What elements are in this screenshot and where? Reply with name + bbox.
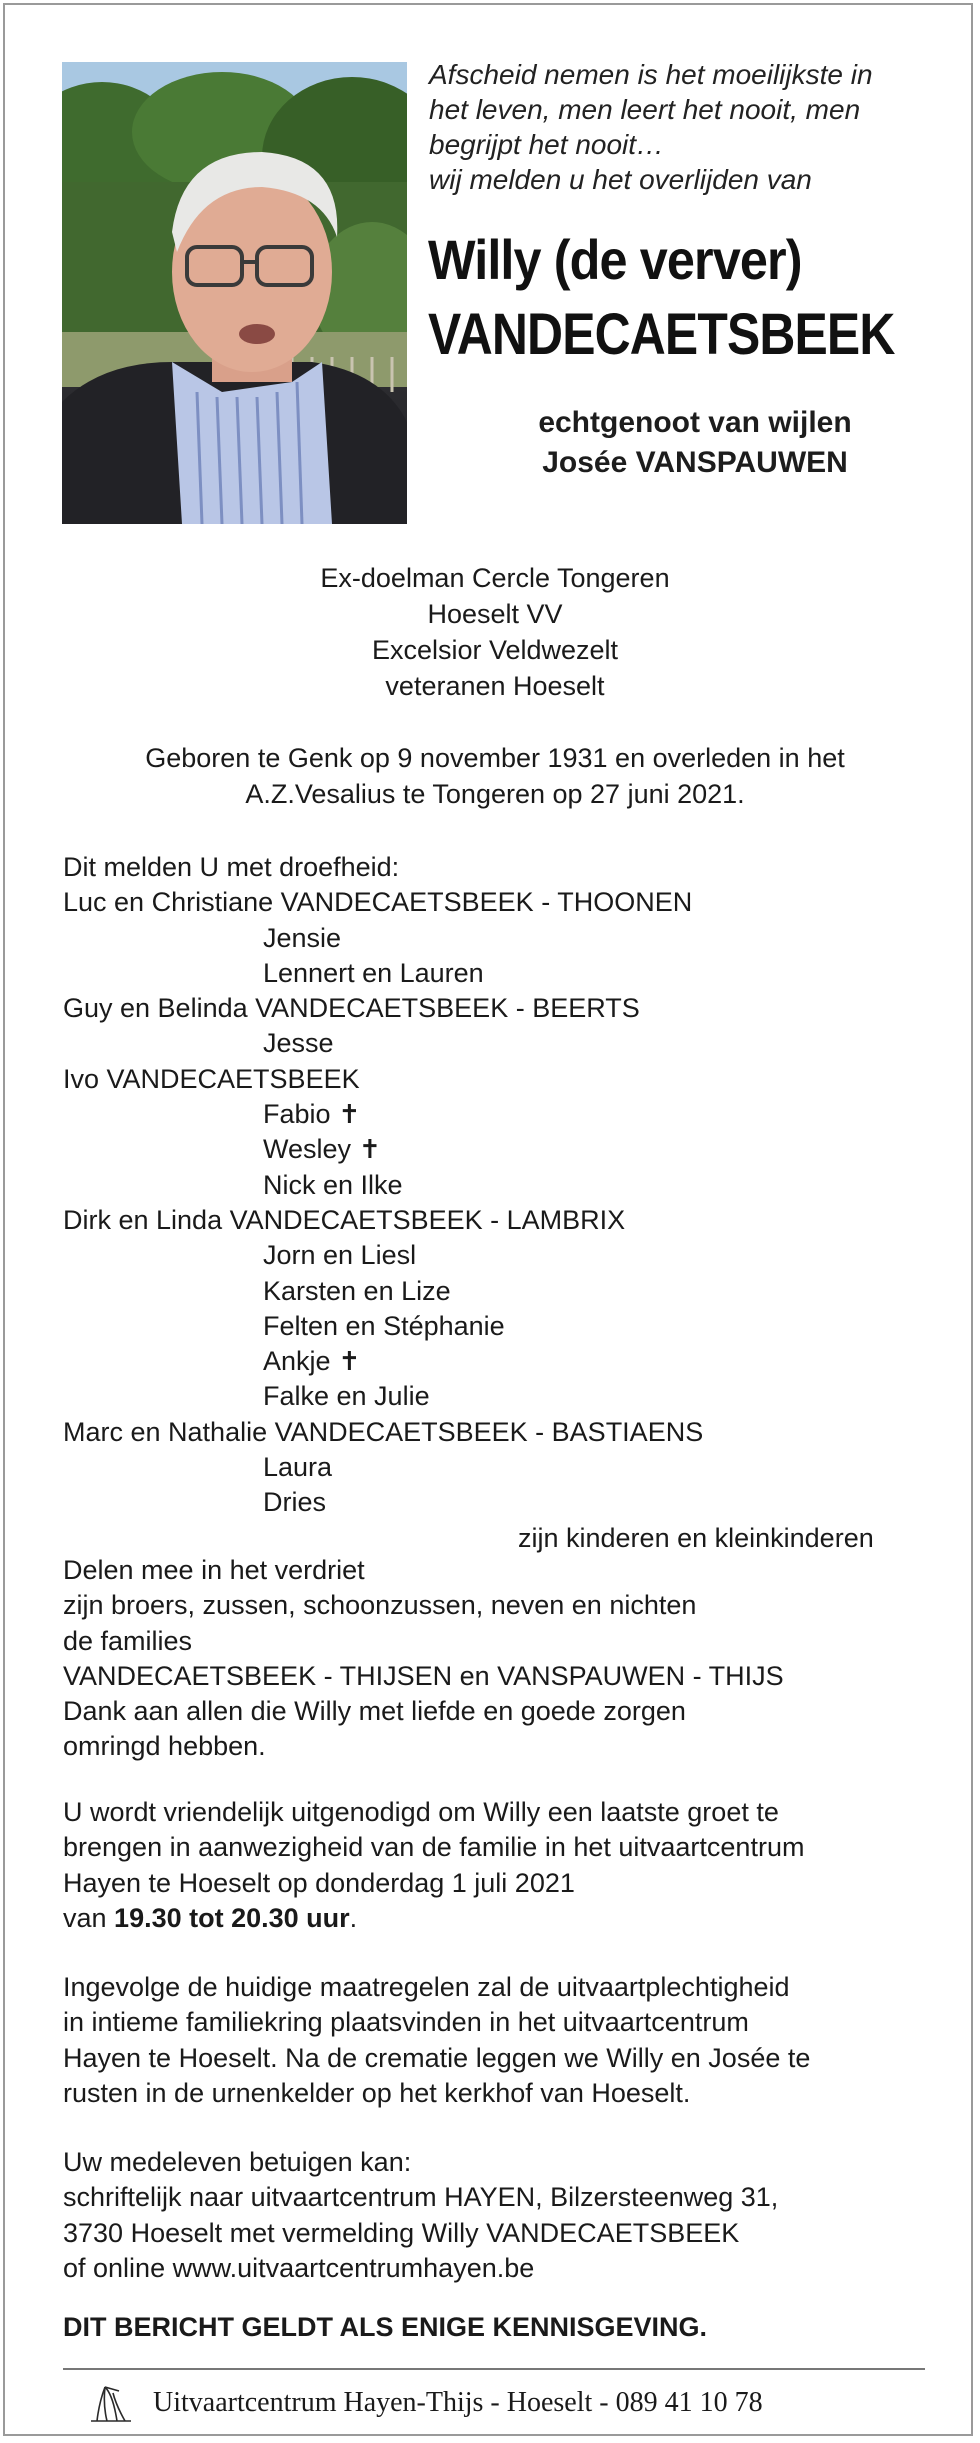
- grandchild: [63, 1485, 943, 1520]
- family-parents: Marc en Nathalie VANDECAETSBEEK - BASTIAENS: [63, 1416, 704, 1447]
- grandchild-name: Lennert en Lauren: [263, 957, 484, 988]
- invite-time: [63, 1901, 943, 1936]
- condolence-line: schriftelijk naar uitvaartcentrum HAYEN, Bilzersteenweg 31,: [63, 2182, 779, 2213]
- rules-line: Ingevolge de huidige maatregelen zal de uitvaartplechtigheid: [63, 1972, 790, 2002]
- footer: [83, 2381, 903, 2427]
- grandchild: [63, 1097, 943, 1132]
- club-item: Ex-doelman Cercle Tongeren: [320, 563, 670, 593]
- intro-line: wij melden u het overlijden van: [429, 164, 812, 195]
- grandchild-name: Ankje: [263, 1346, 331, 1377]
- share-line: de families: [63, 1625, 193, 1656]
- club-item: veteranen Hoeselt: [385, 671, 605, 701]
- intro-line: begrijpt het nooit…: [429, 129, 665, 160]
- cross-icon: ✝: [338, 1346, 361, 1377]
- mourners-closing: zijn kinderen en kleinkinderen: [518, 1522, 874, 1553]
- share-line: Dank aan allen die Willy met liefde en goede zorgen: [63, 1696, 686, 1727]
- family-parents: Luc en Christiane VANDECAETSBEEK - THOONEN: [63, 887, 693, 918]
- grandchild-name: Wesley: [263, 1134, 352, 1165]
- grandchild-name: Jorn en Liesl: [263, 1240, 417, 1271]
- condolences-info: [63, 2145, 943, 2286]
- grandchild: [63, 956, 943, 991]
- ceremony-rules: [63, 1970, 943, 2111]
- share-line: omringd hebben.: [63, 1731, 266, 1762]
- footer-text: Uitvaartcentrum Hayen-Thijs - Hoeselt - 089 41 10 78: [153, 2387, 763, 2418]
- portrait-photo: [62, 62, 407, 524]
- cross-icon: ✝: [338, 1099, 361, 1130]
- spouse-name: Josée VANSPAUWEN: [542, 446, 848, 479]
- invite-line: brengen in aanwezigheid van de familie in het uitvaartcentrum: [63, 1832, 805, 1863]
- grandchild-name: Fabio: [263, 1099, 331, 1130]
- condolence-line: Uw medeleven betuigen kan:: [63, 2147, 412, 2177]
- footer-divider: [63, 2368, 925, 2370]
- sharing-grief: [63, 1553, 943, 1765]
- death-notice-card: [3, 3, 973, 2436]
- grandchild-name: Laura: [263, 1452, 333, 1483]
- grandchild-name: Falke en Julie: [263, 1381, 430, 1412]
- grandchild: [63, 1309, 943, 1344]
- final-notice: DIT BERICHT GELDT ALS ENIGE KENNISGEVING.: [63, 2312, 708, 2342]
- rules-line: Hayen te Hoeselt. Na de crematie leggen we Willy en Josée te: [63, 2042, 811, 2073]
- birth-death-info: [5, 740, 980, 812]
- family-parents: Guy en Belinda VANDECAETSBEEK - BEERTS: [63, 993, 640, 1024]
- condolence-line: of online www.uitvaartcentrumhayen.be: [63, 2252, 535, 2283]
- grandchild: [63, 1450, 943, 1485]
- grandchild-name: Nick en Ilke: [263, 1169, 403, 1200]
- time-range: 19.30 tot 20.30 uur: [114, 1902, 350, 1933]
- spouse-line: echtgenoot van wijlen: [538, 406, 852, 439]
- share-line: zijn broers, zussen, schoonzussen, neven en nichten: [63, 1590, 697, 1621]
- time-suffix: .: [349, 1902, 358, 1933]
- birth-death-line: Geboren te Genk op 9 november 1931 en overleden in het: [145, 743, 845, 773]
- family-parents: Ivo VANDECAETSBEEK: [63, 1063, 360, 1094]
- grandchild-name: Jensie: [263, 922, 342, 953]
- deceased-last-name: VANDECAETSBEEK: [428, 302, 895, 367]
- grandchild: [63, 921, 943, 956]
- invitation: [63, 1795, 943, 1936]
- club-item: Hoeselt VV: [427, 599, 563, 629]
- grandchild-name: Dries: [263, 1487, 327, 1518]
- grandchild: [63, 1026, 943, 1061]
- intro-line: Afscheid nemen is het moeilijkste in: [429, 59, 873, 90]
- family-parents: Dirk en Linda VANDECAETSBEEK - LAMBRIX: [63, 1204, 626, 1235]
- share-line: Delen mee in het verdriet: [63, 1555, 365, 1585]
- share-line: VANDECAETSBEEK - THIJSEN en VANSPAUWEN - THIJS: [63, 1660, 784, 1691]
- grandchild: [63, 1132, 943, 1167]
- cross-icon: ✝: [359, 1134, 381, 1165]
- grandchild-name: Felten en Stéphanie: [263, 1310, 505, 1341]
- grandchild: [63, 1168, 943, 1203]
- rules-line: rusten in de urnenkelder op het kerkhof van Hoeselt.: [63, 2077, 691, 2108]
- invite-line: Hayen te Hoeselt op donderdag 1 juli 2021: [63, 1867, 575, 1898]
- clubs-list: [5, 560, 980, 704]
- club-item: Excelsior Veldwezelt: [371, 635, 619, 665]
- funeral-home-logo-icon: [83, 2381, 139, 2425]
- mourners-heading: Dit melden U met droefheid:: [63, 852, 400, 882]
- grandchild: [63, 1379, 943, 1414]
- grandchild-name: Karsten en Lize: [263, 1275, 451, 1306]
- time-prefix: van: [63, 1902, 115, 1933]
- condolence-line: 3730 Hoeselt met vermelding Willy VANDECAETSBEEK: [63, 2217, 740, 2248]
- grandchild: [63, 1238, 943, 1273]
- birth-death-line: A.Z.Vesalius te Tongeren op 27 juni 2021.: [245, 779, 745, 809]
- grandchild: [63, 1274, 943, 1309]
- rules-line: in intieme familiekring plaatsvinden in het uitvaartcentrum: [63, 2007, 749, 2038]
- mourners-list: [63, 850, 943, 1556]
- portrait-illustration: [62, 62, 407, 524]
- grandchild-name: Jesse: [263, 1028, 334, 1059]
- intro-quote: [429, 57, 949, 197]
- spouse-info: [410, 403, 980, 483]
- invite-line: U wordt vriendelijk uitgenodigd om Willy een laatste groet te: [63, 1797, 779, 1827]
- deceased-first-name: Willy (de verver): [428, 228, 802, 291]
- intro-line: het leven, men leert het nooit, men: [429, 94, 861, 125]
- grandchild: [63, 1344, 943, 1379]
